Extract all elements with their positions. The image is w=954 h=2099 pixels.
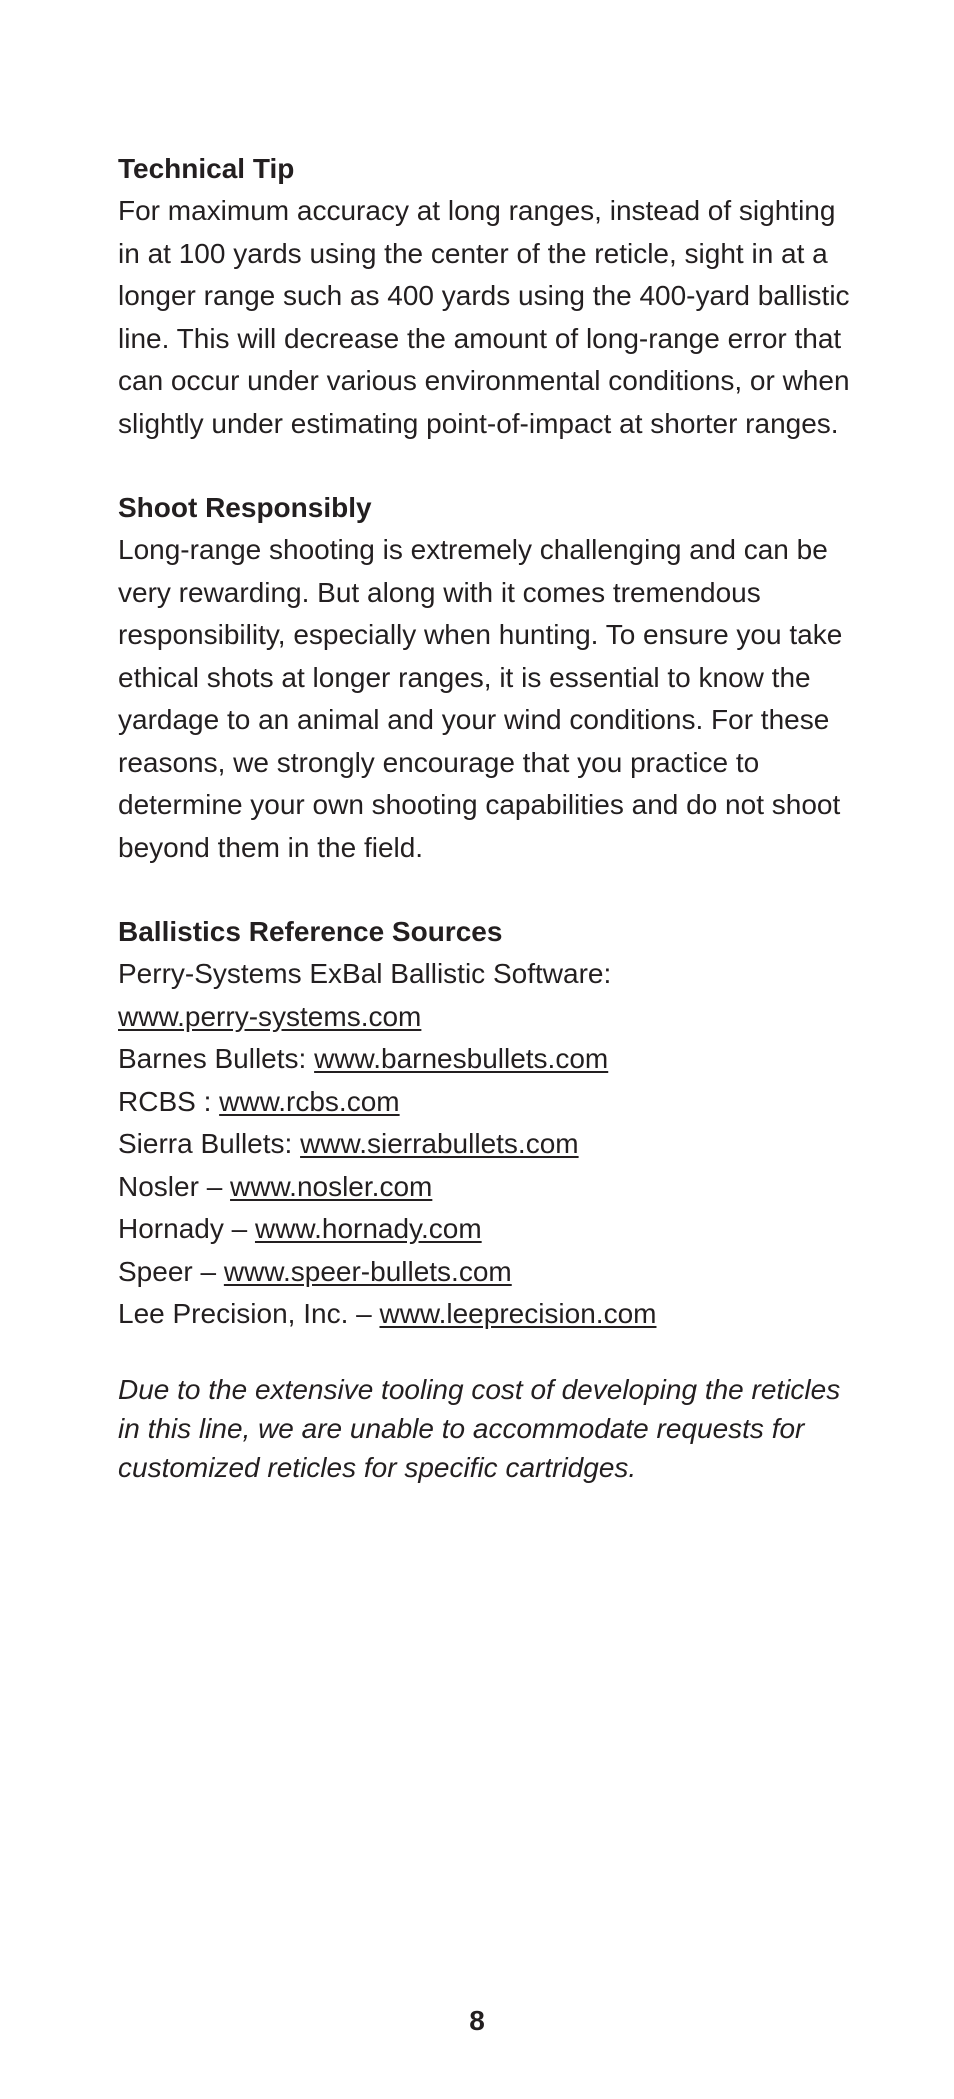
- page-content: [118, 148, 858, 1487]
- source-perry-row: [118, 996, 858, 1039]
- source-sierra-row: [118, 1123, 858, 1166]
- source-nosler-label: Nosler –: [118, 1170, 231, 1202]
- source-rcbs-row: [118, 1081, 858, 1124]
- shoot-responsibly-body: Long-range shooting is extremely challenging and can be very rewarding. But along with it comes tremendous responsibility, especially when hunting. To ensure you take ethical shots at longer ranges, it is essential to know the yardage to an animal and your wind conditions. For these reasons, we strongly encourage that you practice to determine your own shooting capabilities and do not shoot beyond them in the field.: [118, 534, 843, 863]
- source-barnes-row: [118, 1038, 858, 1081]
- ballistics-sources-section: [118, 911, 858, 1336]
- source-perry-link[interactable]: www.perry-systems.com: [118, 1000, 422, 1032]
- source-rcbs-label: RCBS :: [118, 1085, 220, 1117]
- ballistics-sources-heading: Ballistics Reference Sources: [118, 916, 503, 947]
- technical-tip-body: For maximum accuracy at long ranges, instead of sighting in at 100 yards using the center of the reticle, sight in at a longer range such as 400 yards using the 400-yard ballistic line. This will decrease the amount of long-range error that can occur under various environmental conditions, or when slightly under estimating point-of-impact at shorter ranges.: [118, 195, 850, 439]
- source-lee-label: Lee Precision, Inc. –: [118, 1298, 380, 1329]
- page-number: 8: [469, 2005, 485, 2036]
- source-rcbs-link[interactable]: www.rcbs.com: [219, 1085, 400, 1117]
- source-nosler-row: [118, 1166, 858, 1209]
- source-perry-label: Perry-Systems ExBal Ballistic Software:: [118, 958, 612, 989]
- shoot-responsibly-section: [118, 487, 858, 869]
- source-lee-link[interactable]: www.leeprecision.com: [379, 1298, 657, 1329]
- source-speer-link[interactable]: www.speer-bullets.com: [223, 1255, 512, 1287]
- source-lee-row: [118, 1293, 858, 1336]
- source-sierra-link[interactable]: www.sierrabullets.com: [300, 1128, 579, 1159]
- source-speer-row: [118, 1251, 858, 1294]
- technical-tip-section: [118, 148, 858, 445]
- source-hornady-label: Hornady –: [118, 1213, 255, 1244]
- shoot-responsibly-heading: Shoot Responsibly: [118, 492, 372, 523]
- source-hornady-row: [118, 1208, 858, 1251]
- source-barnes-label: Barnes Bullets:: [118, 1043, 315, 1074]
- source-hornady-link[interactable]: www.hornady.com: [254, 1213, 482, 1244]
- source-speer-label: Speer –: [118, 1255, 224, 1287]
- source-nosler-link[interactable]: www.nosler.com: [230, 1170, 433, 1202]
- tooling-note: Due to the extensive tooling cost of developing the reticles in this line, we are unable to accommodate requests for customized reticles for specific cartridges.: [118, 1373, 841, 1483]
- source-barnes-link[interactable]: www.barnesbullets.com: [314, 1043, 609, 1074]
- source-sierra-label: Sierra Bullets:: [118, 1128, 301, 1159]
- technical-tip-heading: Technical Tip: [118, 153, 295, 184]
